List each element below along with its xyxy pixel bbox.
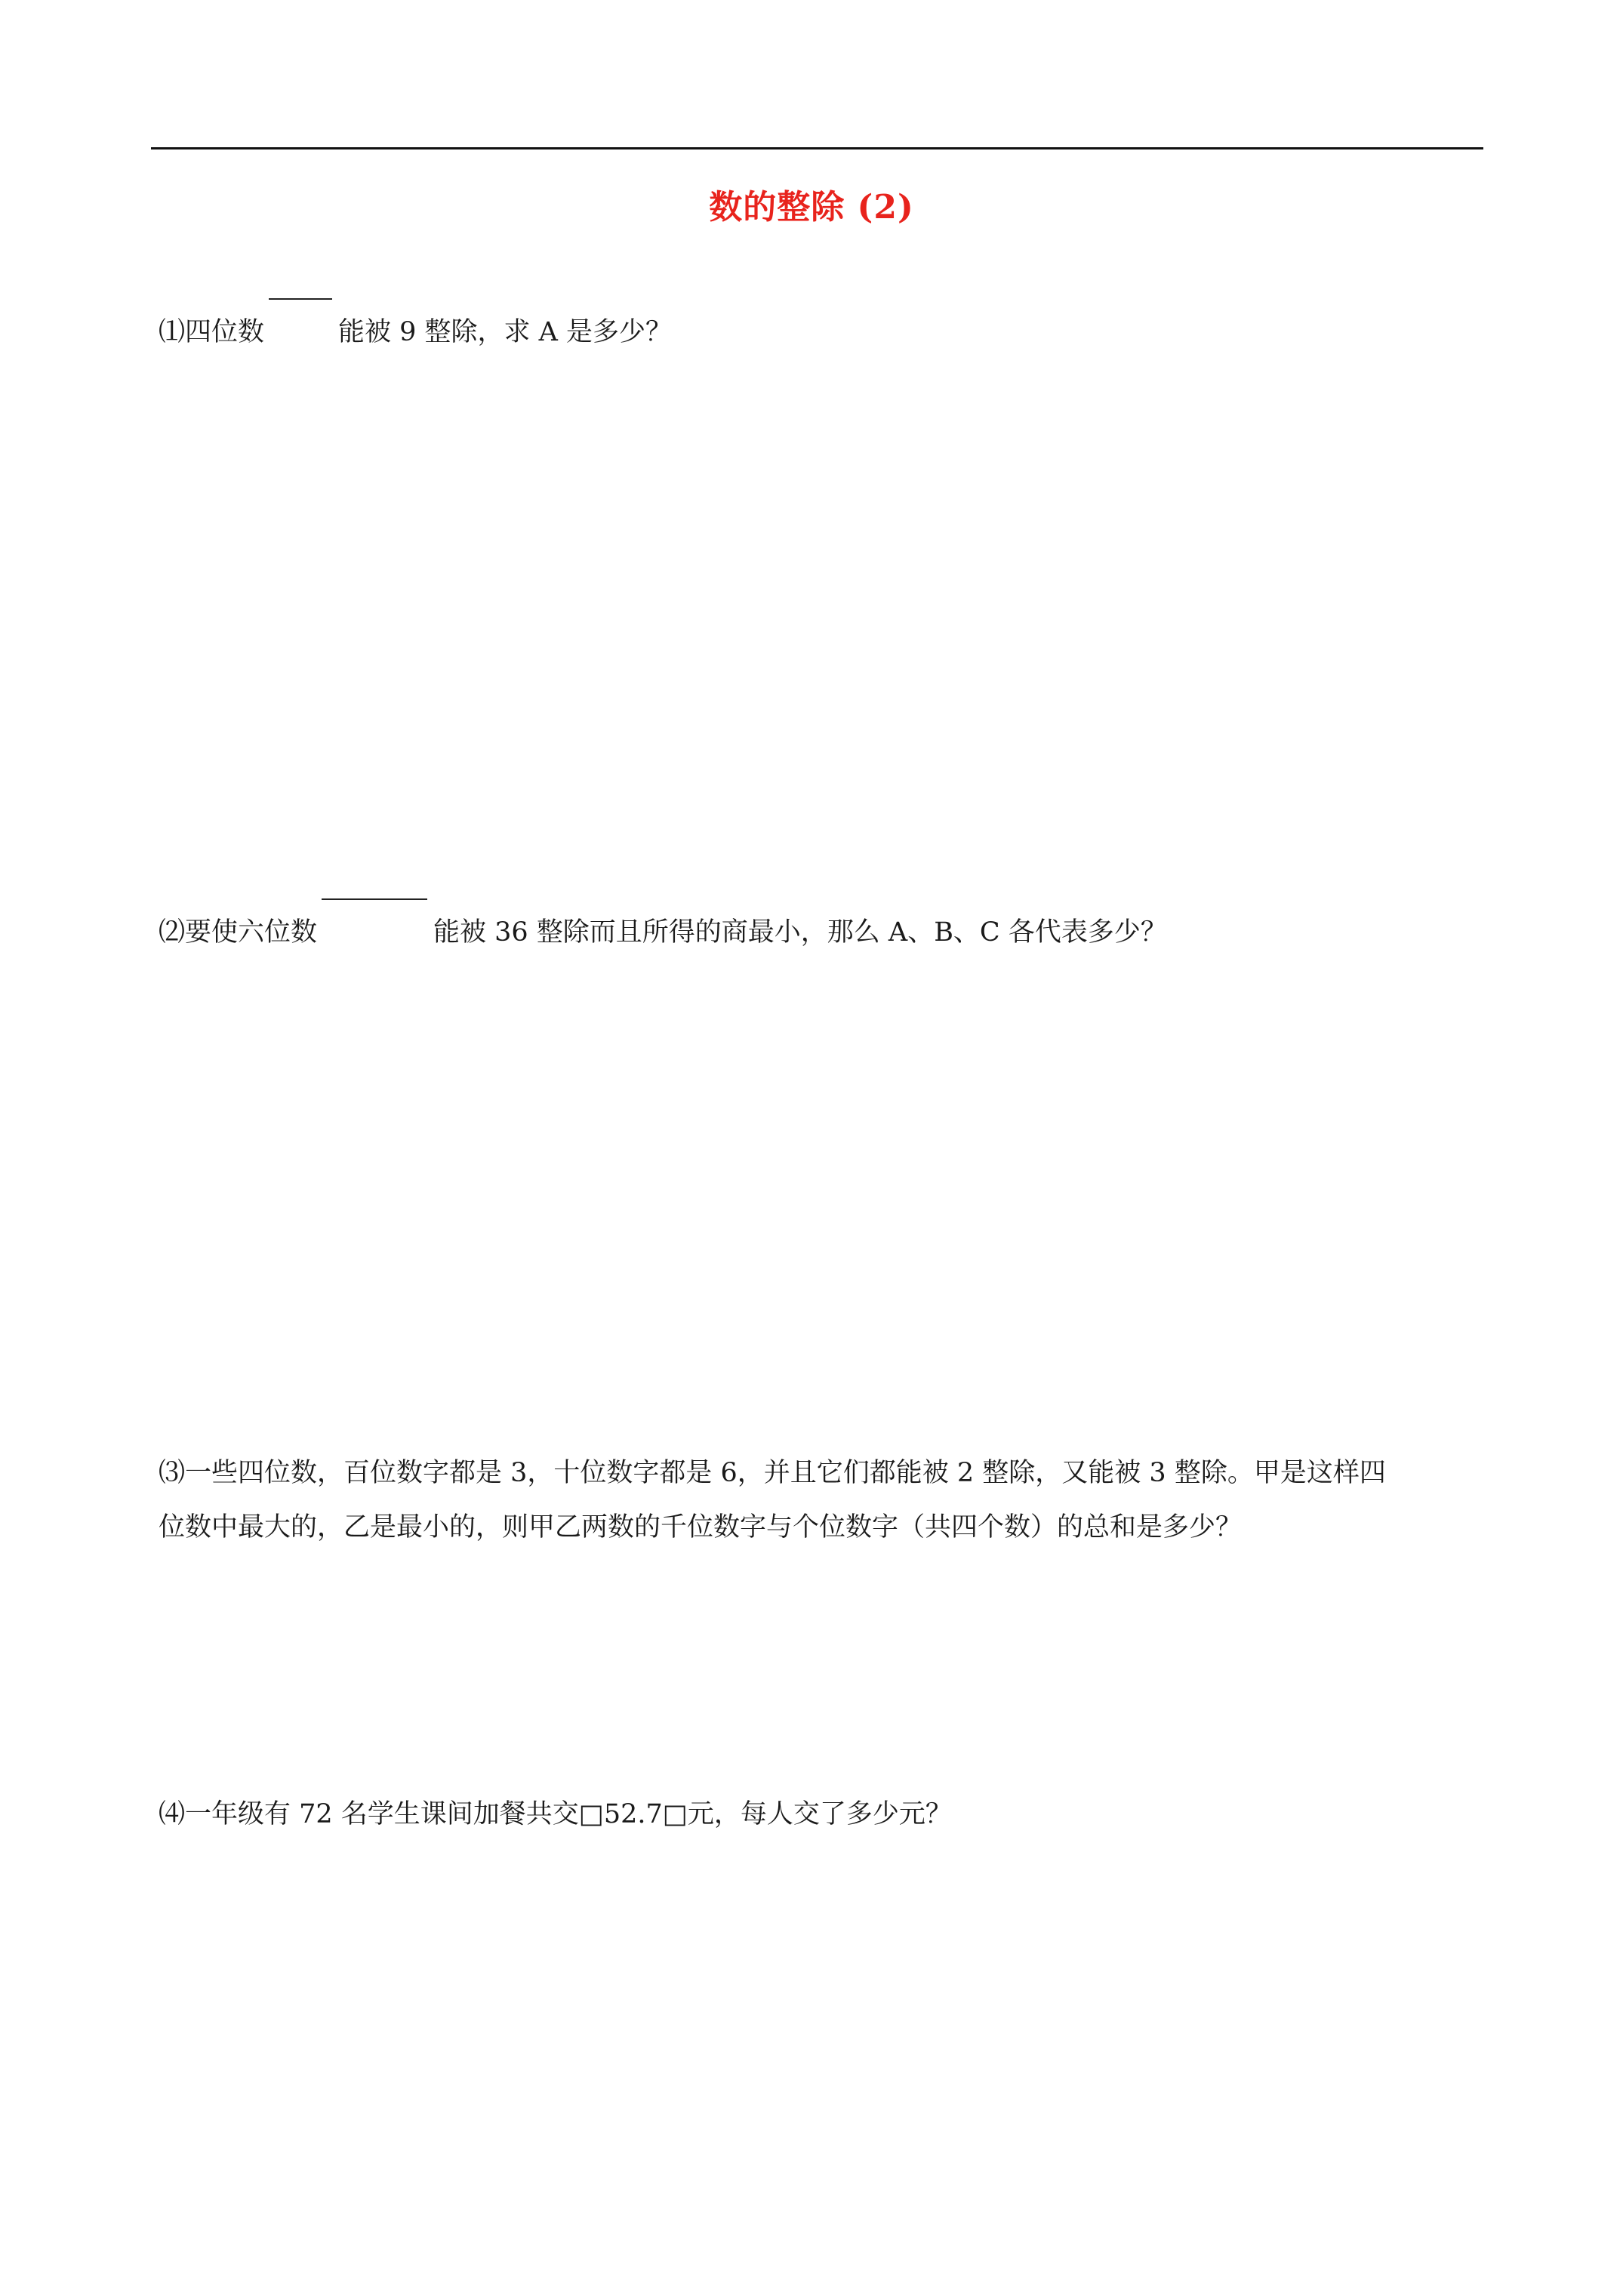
overlined-number-blank <box>322 898 427 930</box>
overlined-number-blank <box>269 298 332 330</box>
question-1-suffix: 能被 9 整除，求 A 是多少？ <box>338 317 673 347</box>
question-1 <box>159 310 672 355</box>
question-3-line-2: 位数中最大的，乙是最小的，则甲乙两数的千位数字与个位数字（共四个数）的总和是多少？ <box>159 1512 1243 1542</box>
question-2-prefix: ⑵要使六位数 <box>159 917 318 948</box>
question-4: ⑷一年级有 72 名学生课间加餐共交□52.7□元，每人交了多少元？ <box>159 1799 952 1829</box>
header-rule <box>151 147 1483 149</box>
question-2-suffix: 能被 36 整除而且所得的商最小，那么 A、B、C 各代表多少？ <box>433 917 1167 948</box>
page-title: 数的整除 (2) <box>709 188 914 227</box>
question-1-prefix: ⑴四位数 <box>159 317 265 347</box>
question-3 <box>159 1446 1386 1555</box>
question-3-line-1: ⑶一些四位数，百位数字都是 3，十位数字都是 6，并且它们都能被 2 整除，又能被 3 整除。甲是这样四 <box>159 1458 1386 1488</box>
question-2 <box>159 910 1167 955</box>
